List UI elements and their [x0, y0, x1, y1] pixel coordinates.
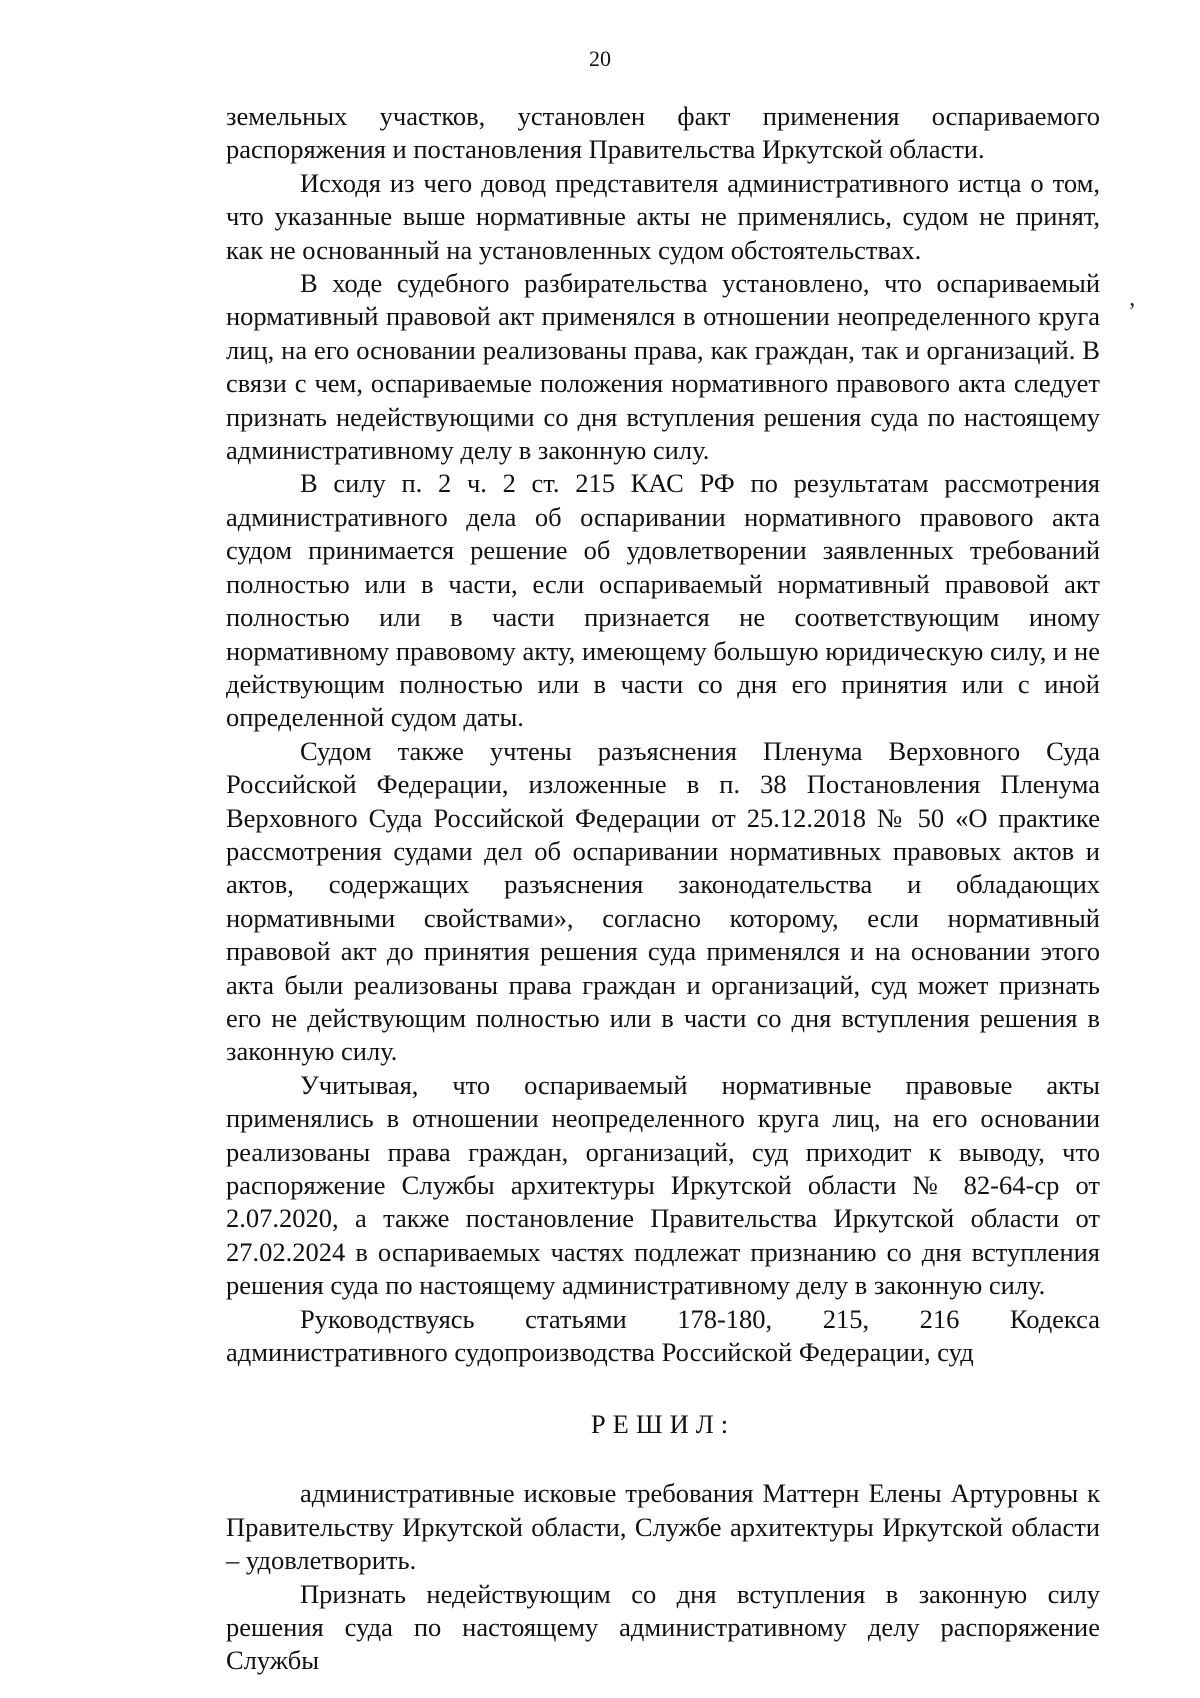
paragraph-guided-by: Руководствуясь статьями 178-180, 215, 216 Кодекса административного судопроизводства Российской Федерации, суд	[226, 1303, 1100, 1368]
paragraph-declare-invalid: Признать недействующим со дня вступления в законную силу решения суда по настоящему административному делу распоряжение Службы	[226, 1578, 1100, 1676]
paragraph-continuation: земельных участков, установлен факт применения оспариваемого распоряжения и постановления Правительства Иркутской области.	[226, 101, 1100, 165]
page-number: 20	[589, 46, 611, 71]
scan-mark: ’	[1128, 299, 1136, 325]
paragraph-plenum-clarification: Судом также учтены разъяснения Пленума Верховного Суда Российской Федерации, изложенные в п. 38 Постановления Пленума Верховного Суда Российской Федерации от 25.12.2018 № 50 «О практике рассмотрения судами дел об оспаривании нормативных правовых актов и актов, содержащих разъяснения законодательства и обладающих нормативными свойствами», согласно которому, если нормативный правовой акт до принятия решения суда применялся и на основании этого акта были реализованы права граждан и организаций, суд может признать его не действующим полностью или в части со дня вступления решения в законную силу.	[226, 735, 1100, 1067]
paragraph-conclusion: Учитывая, что оспариваемый нормативные правовые акты применялись в отношении неопределенного круга лиц, на его основании реализованы права граждан, организаций, суд приходит к выводу, что распоряжение Службы архитектуры Иркутской области № 82-64-ср от 2.07.2020, а также постановление Правительства Иркутской области от 27.02.2024 в оспариваемых частях подлежат признанию со дня вступления решения суда по настоящему административному делу в законную силу.	[226, 1069, 1100, 1301]
paragraph-argument-rejected: Исходя из чего довод представителя административного истца о том, что указанные выше нормативные акты не применялись, судом не принят, как не основанный на установленных судом обстоятельствах.	[226, 167, 1100, 265]
paragraph-kas-215: В силу п. 2 ч. 2 ст. 215 КАС РФ по результатам рассмотрения административного дела об оспаривании нормативного правового акта судом принимается решение об удовлетворении заявленных требований полностью или в части, если оспариваемый нормативный правовой акт полностью или в части признается не соответствующим иному нормативному правовому акту, имеющему большую юридическую силу, и не действующим полностью или в части со дня его принятия или с иной определенной судом даты.	[226, 468, 1100, 733]
document-body	[226, 100, 1100, 1678]
paragraph-act-applied: В ходе судебного разбирательства установлено, что оспариваемый нормативный правовой акт применялся в отношении неопределенного круга лиц, на его основании реализованы права, как граждан, так и организаций. В связи с чем, оспариваемые положения нормативного правового акта следует признать недействующими со дня вступления решения суда по настоящему административному делу в законную силу.	[226, 268, 1100, 466]
decision-heading: РЕШИЛ:	[590, 1409, 736, 1440]
paragraph-claims-satisfied: административные исковые требования Маттерн Елены Артуровны к Правительству Иркутской области, Службе архитектуры Иркутской области – удовлетворить.	[226, 1478, 1100, 1576]
